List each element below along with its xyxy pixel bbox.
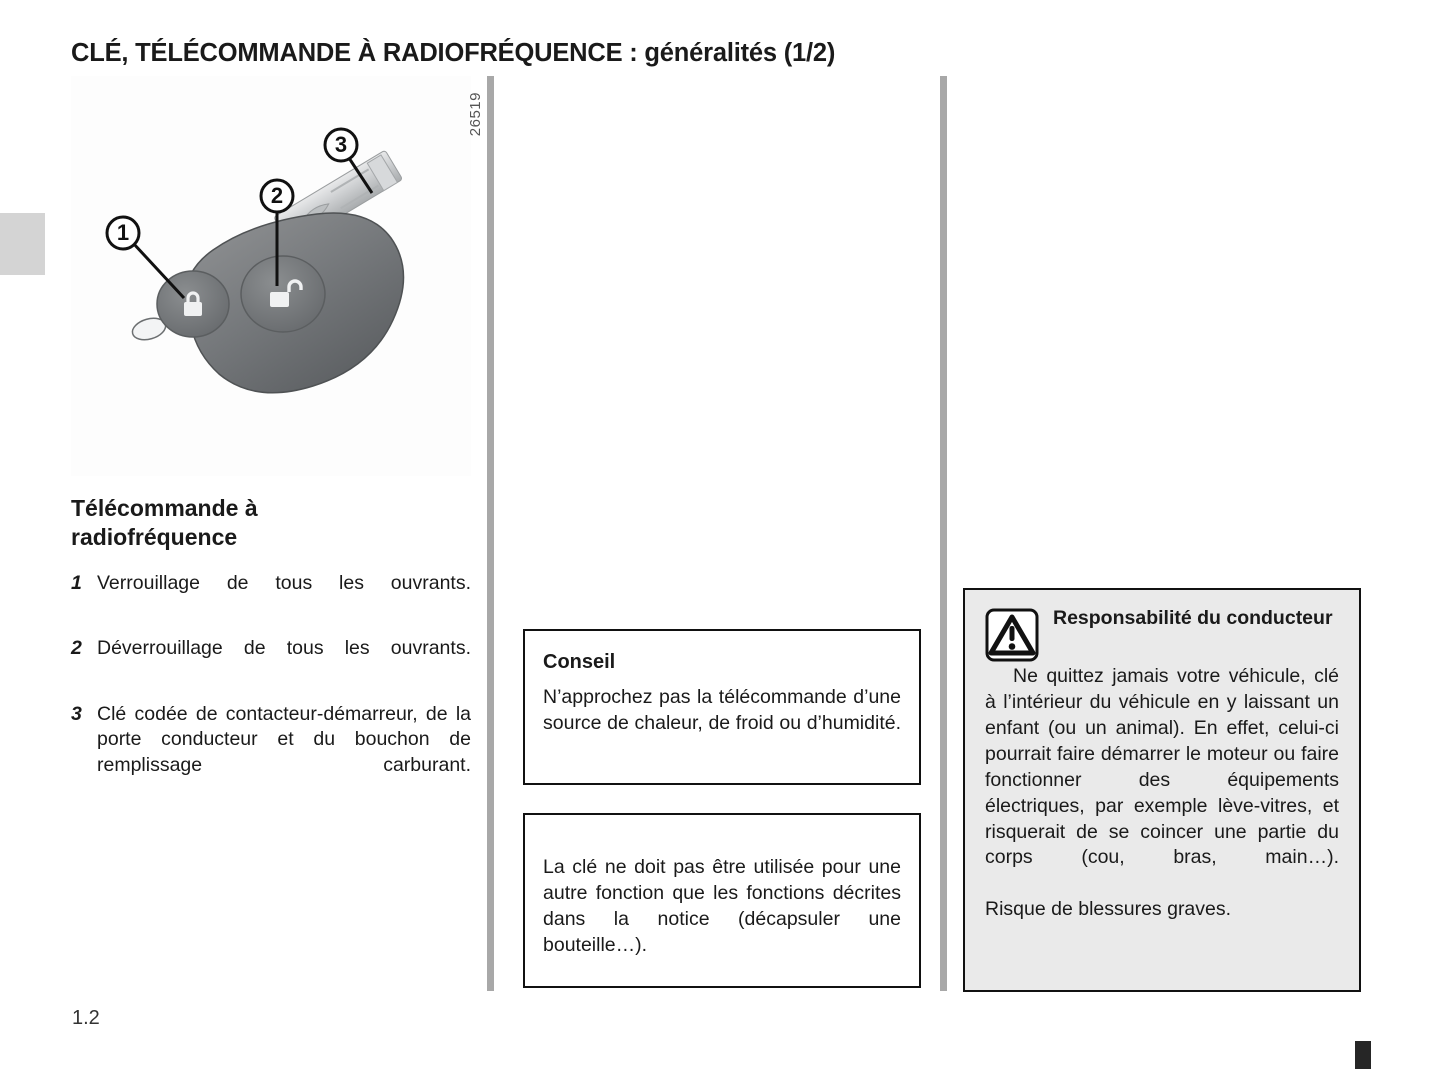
- list-item-text: Verrouillage de tous les ouvrants.: [97, 571, 471, 594]
- list-item-index: 1: [71, 571, 82, 594]
- warning-box-body: [985, 664, 1339, 923]
- page-number: 1.2: [72, 1007, 100, 1029]
- driver-responsibility-warning-box: [963, 588, 1361, 992]
- svg-text:1: 1: [116, 220, 130, 245]
- warning-triangle-icon: [985, 608, 1039, 662]
- list-item-index: 3: [71, 702, 82, 725]
- list-item: [71, 636, 471, 687]
- key-usage-box-body: La clé ne doit pas être utilisée pour une autre fonction que les fonctions décrites dans la notice (décapsuler une bouteille…).: [543, 856, 901, 956]
- column-divider-left: [487, 76, 494, 991]
- svg-text:2: 2: [270, 183, 284, 208]
- svg-text:3: 3: [334, 132, 348, 157]
- list-item-text: Déverrouillage de tous les ouvrants.: [97, 637, 471, 660]
- warning-box-title: Responsabilité du conducteur: [1053, 607, 1333, 629]
- key-figure: [71, 76, 484, 476]
- warning-box-final-line: Risque de blessures graves.: [985, 898, 1232, 921]
- page-title: CLÉ, TÉLÉCOMMANDE À RADIOFRÉQUENCE : généralités (1/2): [71, 39, 836, 68]
- list-item: [71, 702, 471, 803]
- callout-marker-1: [107, 217, 184, 298]
- numbered-list: [71, 571, 471, 804]
- column-one: [71, 76, 484, 818]
- advice-box-title: Conseil: [543, 651, 616, 673]
- list-item-text: Clé codée de contacteur-démarreur, de la porte conducteur et du bouchon de remplissage carburant.: [97, 702, 471, 776]
- section-heading: Télécommande à radiofréquence: [71, 495, 258, 550]
- column-divider-right: [940, 76, 947, 991]
- list-item: [71, 571, 471, 622]
- warning-box-paragraph: Ne quittez jamais votre véhicule, clé à l’intérieur du véhicule en y laissant un enfant (ou un animal). En effet, celui-ci pourrait faire démarrer le moteur ou faire fonctionner des équipements électriques, par exemple lève-vitres, et risquerait de se coincer une partie du corps (cou, bras, main…).: [985, 665, 1339, 869]
- advice-box: [523, 629, 921, 785]
- advice-box-body: N’approchez pas la télécommande d’une source de chaleur, de froid ou d’humidité.: [543, 686, 901, 734]
- figure-id-label: 26519: [467, 92, 484, 137]
- key-illustration: [71, 76, 471, 476]
- key-usage-box: [523, 813, 921, 988]
- chapter-edge-tab: [0, 213, 45, 275]
- corner-marker: [1355, 1041, 1371, 1069]
- warning-box-header: [985, 606, 1339, 662]
- list-item-index: 2: [71, 637, 82, 660]
